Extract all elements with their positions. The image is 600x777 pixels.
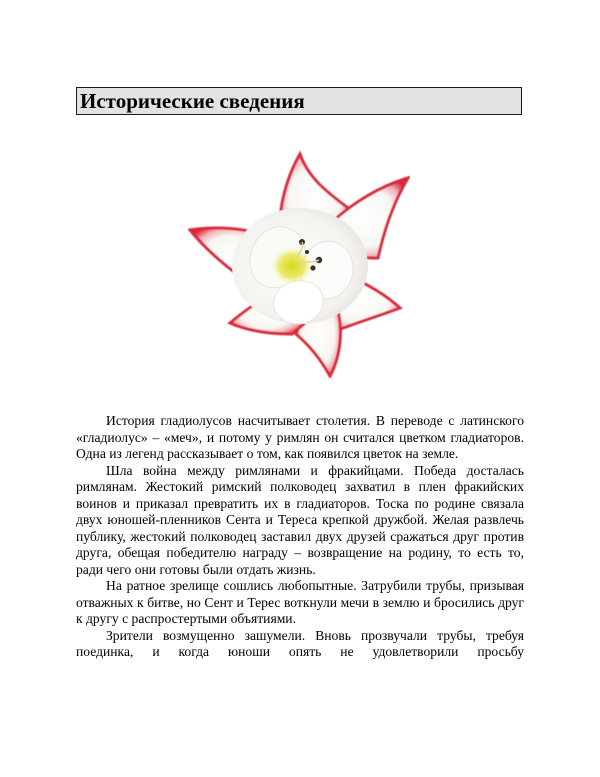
section-heading [76, 87, 522, 115]
paragraph-2: Шла война между римлянами и фракийцами. Победа досталась римлянам. Жестокий римский полководец захватил в плен фракийских воинов и приказал превратить их в гладиаторов. Тоска по родине связала двух юношей-пленников Сента и Тереса крепкой дружбой. Желая развлечь публику, жестокий полководец заставил двух друзей сражаться друг против друга, обещая победителю награду – возвращение на родину, то есть то, ради чего они готовы были отдать жизнь. [76, 462, 524, 577]
section-title: Исторические сведения [80, 89, 305, 113]
paragraph-4: Зрители возмущенно зашумели. Вновь прозвучали трубы, требуя поединка, и когда юноши опять не удовлетворили просьбу [76, 627, 524, 659]
paragraph-1: История гладиолусов насчитывает столетия. В переводе с латинского «гладиолус» – «меч», и потому у римлян он считался цветком гладиаторов. Одна из легенд рассказывает о том, как появился цветок на земле. [76, 413, 524, 461]
paragraph-3: На ратное зрелище сошлись любопытные. Затрубили трубы, призывая отважных к битве, но Сент и Терес воткнули мечи в землю и бросились друг к другу с распростертыми объятиями. [76, 578, 524, 626]
article-body [76, 413, 524, 661]
gladiolus-flower-icon [188, 148, 410, 378]
